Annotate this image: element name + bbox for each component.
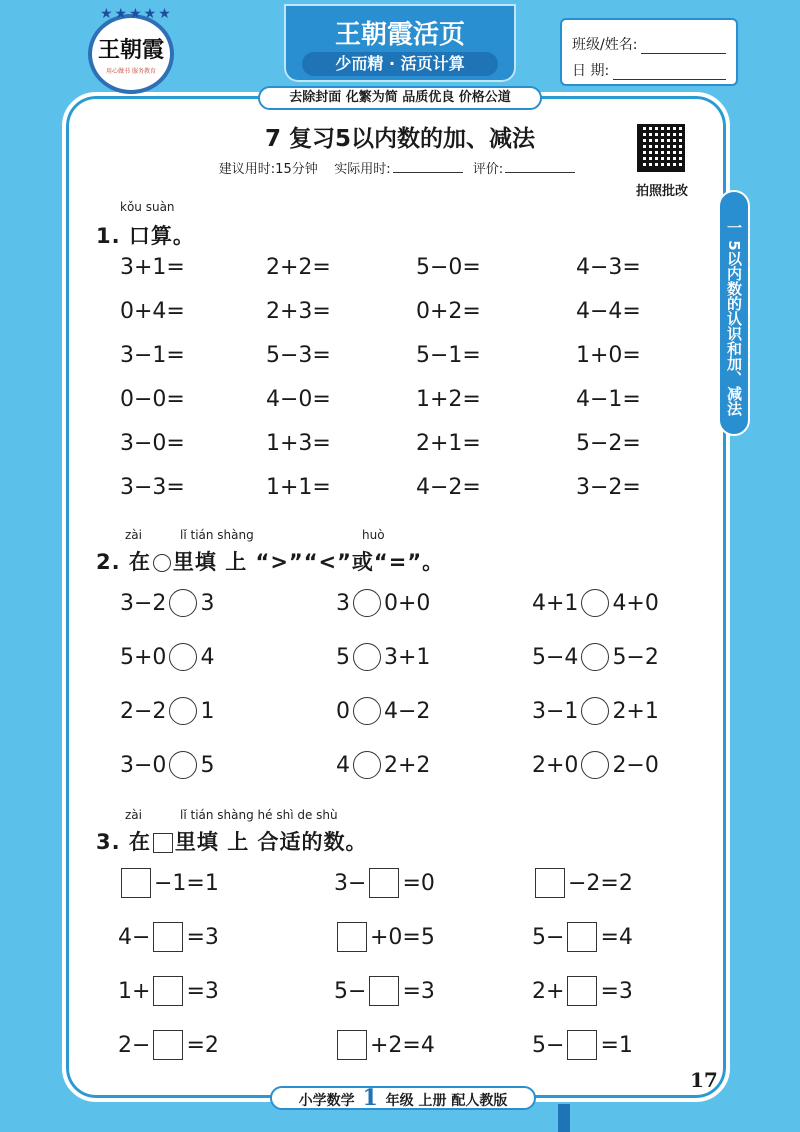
section1-pinyin: kǒu suàn xyxy=(120,200,175,214)
oral-calc-item xyxy=(120,338,185,372)
brand-title: 王朝霞活页 xyxy=(334,20,465,50)
section3-heading-pre: 3. 在 xyxy=(96,830,151,854)
fill-suffix: +0=5 xyxy=(370,924,435,950)
fill-item xyxy=(334,866,435,900)
compare-item xyxy=(532,748,659,782)
compare-left: 4 xyxy=(336,752,350,778)
oral-calc-item xyxy=(120,250,185,284)
compare-item xyxy=(336,694,430,728)
compare-right: 5 xyxy=(200,752,215,778)
oral-calc-item xyxy=(120,470,185,504)
oral-calc-item xyxy=(416,382,481,416)
suggested-time: 建议用时:15分钟 xyxy=(218,162,318,177)
answer-circle[interactable] xyxy=(169,589,197,617)
publisher-logo xyxy=(88,6,174,94)
compare-item xyxy=(120,748,214,782)
fill-prefix: 5− xyxy=(334,978,367,1004)
section2-pinyin-huo: huò xyxy=(362,528,385,542)
qr-code-icon[interactable] xyxy=(637,124,685,172)
compare-left: 3−0 xyxy=(120,752,167,778)
oral-calc-item xyxy=(416,338,481,372)
fill-item xyxy=(334,974,435,1008)
brand-slogan: 少而精 · 活页计算 xyxy=(302,52,498,76)
oral-calc-item xyxy=(416,294,481,328)
class-name-field[interactable] xyxy=(641,40,726,54)
answer-circle[interactable] xyxy=(169,643,197,671)
oral-calc-expression: 3−3= xyxy=(120,474,185,500)
fill-suffix: +2=4 xyxy=(370,1032,435,1058)
fill-item xyxy=(532,920,633,954)
oral-calc-item xyxy=(120,426,185,460)
answer-circle[interactable] xyxy=(581,643,609,671)
answer-box[interactable] xyxy=(369,868,399,898)
oral-calc-expression: 1+0= xyxy=(576,342,641,368)
date-label: 日 期: xyxy=(572,63,610,79)
compare-item xyxy=(336,586,430,620)
answer-circle[interactable] xyxy=(353,697,381,725)
brand-banner xyxy=(284,4,516,82)
fill-prefix: 4− xyxy=(118,924,151,950)
compare-left: 4+1 xyxy=(532,590,579,616)
oral-calc-item xyxy=(576,338,641,372)
oral-calc-expression: 4−3= xyxy=(576,254,641,280)
fill-prefix: 5− xyxy=(532,924,565,950)
lesson-title: 7 复习5以内数的加、减法 xyxy=(264,126,535,152)
page-number: 17 xyxy=(690,1068,718,1092)
fill-suffix: −2=2 xyxy=(568,870,633,896)
answer-box[interactable] xyxy=(567,1030,597,1060)
answer-box[interactable] xyxy=(369,976,399,1006)
compare-left: 5+0 xyxy=(120,644,167,670)
fill-item xyxy=(118,866,219,900)
answer-box[interactable] xyxy=(153,922,183,952)
answer-circle[interactable] xyxy=(353,643,381,671)
fill-prefix: 2+ xyxy=(532,978,565,1004)
fill-suffix: =0 xyxy=(402,870,435,896)
actual-time-field[interactable] xyxy=(393,161,463,173)
oral-calc-expression: 0−0= xyxy=(120,386,185,412)
motto-bar: 去除封面 化繁为简 品质优良 价格公道 xyxy=(258,86,542,110)
fill-suffix: =3 xyxy=(402,978,435,1004)
oral-calc-expression: 1+3= xyxy=(266,430,331,456)
fill-item xyxy=(334,920,435,954)
class-name-label: 班级/姓名: xyxy=(572,37,638,53)
oral-calc-expression: 2+3= xyxy=(266,298,331,324)
student-info-box xyxy=(560,18,738,86)
date-row xyxy=(572,54,726,80)
fill-prefix: 5− xyxy=(532,1032,565,1058)
section2-heading-post: 里填 上 “>”“<”或“=”。 xyxy=(172,550,445,574)
class-name-row xyxy=(572,28,726,54)
oral-calc-item xyxy=(576,382,641,416)
oral-calc-expression: 5−3= xyxy=(266,342,331,368)
oral-calc-expression: 2+2= xyxy=(266,254,331,280)
fill-suffix: =1 xyxy=(600,1032,633,1058)
section3-heading xyxy=(96,826,368,856)
oral-calc-expression: 3+1= xyxy=(120,254,185,280)
footer-subject: 小学数学 xyxy=(298,1093,355,1109)
answer-box[interactable] xyxy=(153,1030,183,1060)
logo-text: 王朝霞 xyxy=(97,37,164,63)
footer-grade-rest: 年级 上册 配人教版 xyxy=(385,1093,508,1109)
compare-item xyxy=(336,640,430,674)
answer-box[interactable] xyxy=(535,868,565,898)
section2-pinyin-zai: zài xyxy=(125,528,142,542)
compare-left: 3−2 xyxy=(120,590,167,616)
oral-calc-item xyxy=(576,470,641,504)
fill-item xyxy=(118,1028,219,1062)
footer-grade-number: 1 xyxy=(362,1085,378,1111)
section3-pinyin-rest: lǐ tián shàng hé shì de shù xyxy=(180,808,338,822)
compare-item xyxy=(120,586,214,620)
fill-prefix: 3− xyxy=(334,870,367,896)
answer-box[interactable] xyxy=(337,922,367,952)
fill-prefix: 1+ xyxy=(118,978,151,1004)
section2-heading xyxy=(96,546,444,576)
date-field[interactable] xyxy=(613,66,726,80)
compare-item xyxy=(532,694,659,728)
evaluation-label: 评价: xyxy=(472,162,504,177)
compare-right: 1 xyxy=(200,698,215,724)
compare-left: 5−4 xyxy=(532,644,579,670)
compare-left: 0 xyxy=(336,698,350,724)
oral-calc-item xyxy=(416,426,481,460)
answer-box[interactable] xyxy=(153,976,183,1006)
oral-calc-item xyxy=(266,426,331,460)
footer-bar xyxy=(270,1086,536,1110)
compare-left: 2−2 xyxy=(120,698,167,724)
answer-box[interactable] xyxy=(121,868,151,898)
compare-item xyxy=(532,586,659,620)
logo-subtext: 用心做书 服务教育 xyxy=(106,68,156,75)
oral-calc-item xyxy=(576,426,641,460)
oral-calc-item xyxy=(266,294,331,328)
oral-calc-item xyxy=(416,470,481,504)
fill-suffix: =3 xyxy=(186,978,219,1004)
compare-right: 4 xyxy=(200,644,215,670)
compare-right: 2−0 xyxy=(612,752,659,778)
oral-calc-expression: 0+4= xyxy=(120,298,185,324)
fill-suffix: =4 xyxy=(600,924,633,950)
answer-circle[interactable] xyxy=(353,589,381,617)
answer-circle[interactable] xyxy=(581,751,609,779)
oral-calc-item xyxy=(416,250,481,284)
oral-calc-expression: 1+2= xyxy=(416,386,481,412)
oral-calc-expression: 1+1= xyxy=(266,474,331,500)
qr-label: 拍照批改 xyxy=(635,184,688,199)
fill-item xyxy=(532,974,633,1008)
section2-heading-pre: 2. 在 xyxy=(96,550,151,574)
fill-suffix: =3 xyxy=(600,978,633,1004)
actual-time-label: 实际用时: xyxy=(334,162,391,177)
section3-heading-post: 里填 上 合适的数。 xyxy=(174,830,368,854)
oral-calc-expression: 4−1= xyxy=(576,386,641,412)
circle-glyph-icon xyxy=(153,554,171,572)
fill-suffix: =3 xyxy=(186,924,219,950)
section2-pinyin-li-tian-shang: lǐ tián shàng xyxy=(180,528,254,542)
oral-calc-expression: 2+1= xyxy=(416,430,481,456)
answer-circle[interactable] xyxy=(169,751,197,779)
oral-calc-item xyxy=(576,294,641,328)
chapter-side-tab: 一 5以内数的认识和加、减法 xyxy=(718,190,750,436)
answer-circle[interactable] xyxy=(169,697,197,725)
oral-calc-expression: 4−2= xyxy=(416,474,481,500)
compare-item xyxy=(336,748,430,782)
bookmark-ribbon xyxy=(558,1104,570,1132)
fill-item xyxy=(532,866,633,900)
compare-right: 4+0 xyxy=(612,590,659,616)
oral-calc-expression: 0+2= xyxy=(416,298,481,324)
section3-pinyin-zai: zài xyxy=(125,808,142,822)
fill-item xyxy=(334,1028,435,1062)
square-glyph-icon xyxy=(153,833,173,853)
oral-calc-expression: 3−1= xyxy=(120,342,185,368)
answer-circle[interactable] xyxy=(581,589,609,617)
answer-box[interactable] xyxy=(337,1030,367,1060)
fill-suffix: −1=1 xyxy=(154,870,219,896)
oral-calc-item xyxy=(266,250,331,284)
compare-right: 5−2 xyxy=(612,644,659,670)
oral-calc-item xyxy=(576,250,641,284)
star-row-icon: ★★★★★ xyxy=(100,6,173,22)
compare-item xyxy=(120,694,214,728)
fill-item xyxy=(118,920,219,954)
compare-left: 3−1 xyxy=(532,698,579,724)
compare-left: 2+0 xyxy=(532,752,579,778)
oral-calc-expression: 5−2= xyxy=(576,430,641,456)
oral-calc-item xyxy=(120,294,185,328)
compare-item xyxy=(532,640,659,674)
compare-right: 2+1 xyxy=(612,698,659,724)
answer-box[interactable] xyxy=(567,976,597,1006)
fill-item xyxy=(118,974,219,1008)
compare-right: 0+0 xyxy=(384,590,431,616)
fill-suffix: =2 xyxy=(186,1032,219,1058)
oral-calc-expression: 5−1= xyxy=(416,342,481,368)
fill-prefix: 2− xyxy=(118,1032,151,1058)
compare-right: 3+1 xyxy=(384,644,431,670)
oral-calc-expression: 5−0= xyxy=(416,254,481,280)
oral-calc-item xyxy=(120,382,185,416)
compare-right: 2+2 xyxy=(384,752,431,778)
oral-calc-expression: 3−0= xyxy=(120,430,185,456)
compare-left: 3 xyxy=(336,590,350,616)
compare-right: 3 xyxy=(200,590,215,616)
evaluation-field[interactable] xyxy=(505,161,575,173)
oral-calc-item xyxy=(266,382,331,416)
fill-item xyxy=(532,1028,633,1062)
compare-item xyxy=(120,640,214,674)
oral-calc-expression: 4−0= xyxy=(266,386,331,412)
oral-calc-expression: 3−2= xyxy=(576,474,641,500)
compare-left: 5 xyxy=(336,644,350,670)
oral-calc-item xyxy=(266,338,331,372)
answer-circle[interactable] xyxy=(353,751,381,779)
answer-box[interactable] xyxy=(567,922,597,952)
oral-calc-item xyxy=(266,470,331,504)
oral-calc-expression: 4−4= xyxy=(576,298,641,324)
compare-right: 4−2 xyxy=(384,698,431,724)
section1-heading: 1. 口算。 xyxy=(96,224,195,248)
answer-circle[interactable] xyxy=(581,697,609,725)
